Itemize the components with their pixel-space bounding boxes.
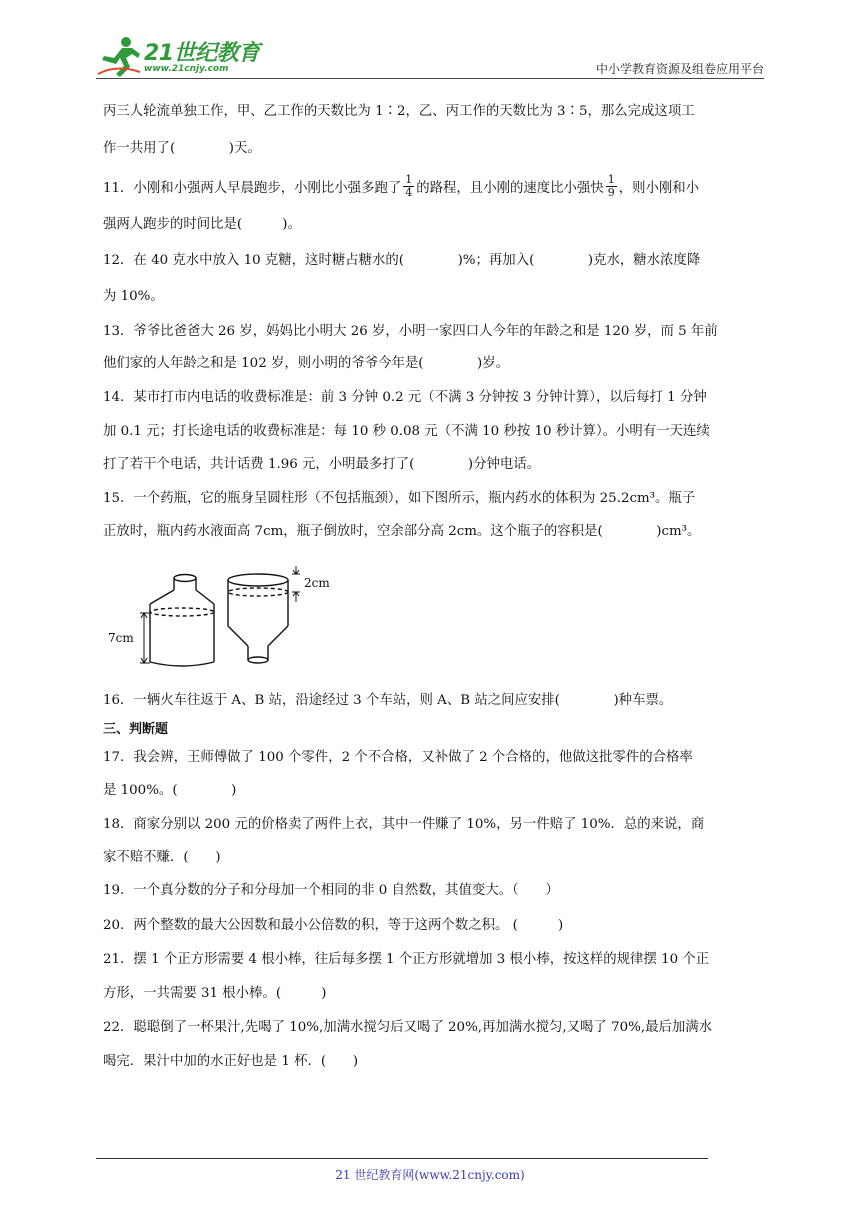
question-12: 12．在 40 克水中放入 10 克糖，这时糖占糖水的( )%；再加入( )克水，糖水浓度降 bbox=[103, 253, 701, 268]
footer-divider bbox=[96, 1158, 708, 1159]
header-divider bbox=[96, 78, 764, 79]
text-line: 是 100%。( ) bbox=[103, 783, 237, 798]
text-line: 方形，一共需要 31 根小棒。( ) bbox=[103, 986, 327, 1001]
question-20: 20．两个整数的最大公因数和最小公倍数的积，等于这两个数之积。 ( ) bbox=[103, 918, 564, 933]
inverted-bottle bbox=[228, 566, 300, 663]
text-line: 他们家的人年龄之和是 102 岁，则小明的爷爷今年是( )岁。 bbox=[103, 356, 510, 371]
q11-text-b: 的路程，且小刚的速度比小强快 bbox=[416, 181, 604, 196]
question-21: 21．摆 1 个正方形需要 4 根小棒，往后每多摆 1 个正方形就增加 3 根小棒，按这样的规律摆 10 个正 bbox=[103, 952, 710, 967]
fraction-denominator: 4 bbox=[405, 186, 413, 199]
fraction-numerator: 1 bbox=[607, 173, 615, 186]
text-line: 喝完．果汁中加的水正好也是 1 杯．( ) bbox=[103, 1054, 359, 1069]
text-line: 加 0.1 元；打长途电话的收费标准是：每 10 秒 0.08 元（不满 10 秒按 10 秒计算）。小明有一天连续 bbox=[103, 424, 710, 439]
fraction-numerator: 1 bbox=[405, 173, 413, 186]
fraction-one-quarter bbox=[403, 174, 414, 199]
platform-title: 中小学教育资源及组卷应用平台 bbox=[595, 62, 764, 76]
text-line: 强两人跑步的时间比是( )。 bbox=[103, 217, 301, 232]
question-17: 17．我会辨，王师傅做了 100 个零件，2 个不合格，又补做了 2 个合格的，他做这批零件的合格率 bbox=[103, 750, 693, 765]
page-header bbox=[96, 30, 764, 80]
bottle-figure bbox=[108, 566, 348, 674]
question-13: 13．爷爷比爸爸大 26 岁，妈妈比小明大 26 岁，小明一家四口人今年的年龄之和是 120 岁，而 5 年前 bbox=[103, 324, 718, 339]
fraction-denominator: 9 bbox=[607, 186, 615, 199]
question-15: 15．一个药瓶，它的瓶身呈圆柱形（不包括瓶颈），如下图所示，瓶内药水的体积为 25.2cm³。瓶子 bbox=[103, 491, 696, 506]
text-line: 为 10%。 bbox=[103, 289, 164, 304]
bottle-diagram bbox=[108, 566, 348, 674]
question-19: 19．一个真分数的分子和分母加一个相同的非 0 自然数，其值变大。（ ） bbox=[103, 883, 559, 898]
upright-bottle bbox=[140, 575, 214, 667]
text-line: 家不赔不赚．( ) bbox=[103, 850, 221, 865]
question-14: 14．某市打市内电话的收费标准是：前 3 分钟 0.2 元（不满 3 分钟按 3 分钟计算），以后每打 1 分钟 bbox=[103, 390, 707, 405]
text-line: 打了若干个电话，共计话费 1.96 元，小明最多打了( )分钟电话。 bbox=[103, 457, 541, 472]
question-18: 18．商家分别以 200 元的价格卖了两件上衣，其中一件赚了 10%，另一件赔了 10%．总的来说，商 bbox=[103, 817, 705, 832]
q11-text-a: 11．小刚和小强两人早晨跑步，小刚比小强多跑了 bbox=[103, 181, 402, 196]
question-16: 16．一辆火车往返于 A、B 站，沿途经过 3 个车站，则 A、B 站之间应安排( )种车票。 bbox=[103, 693, 673, 708]
section-heading: 三、判断题 bbox=[103, 722, 169, 737]
question-22: 22．聪聪倒了一杯果汁,先喝了 10%,加满水搅匀后又喝了 20%,再加满水搅匀,又喝了 70%,最后加满水 bbox=[103, 1020, 713, 1035]
fraction-one-ninth bbox=[606, 174, 617, 199]
text-line: 正放时，瓶内药水液面高 7cm，瓶子倒放时，空余部分高 2cm。这个瓶子的容积是( )cm³。 bbox=[103, 524, 701, 539]
q11-text-c: ，则小刚和小 bbox=[618, 181, 700, 196]
text-line: 作一共用了( )天。 bbox=[103, 141, 261, 156]
figure-label-7cm: 7cm bbox=[108, 631, 134, 645]
footer-text: 21 世纪教育网(www.21cnjy.com) bbox=[335, 1168, 525, 1182]
question-11 bbox=[103, 173, 700, 199]
logo-url: www.21cnjy.com bbox=[144, 64, 229, 74]
logo-text: 21世纪教育 bbox=[144, 41, 260, 66]
runner-logo-icon bbox=[96, 34, 142, 78]
text-line: 丙三人轮流单独工作，甲、乙工作的天数比为 1∶2，乙、丙工作的天数比为 3∶5，那么完成这项工 bbox=[103, 104, 695, 119]
figure-label-2cm: 2cm bbox=[304, 576, 330, 590]
logo bbox=[96, 34, 266, 78]
